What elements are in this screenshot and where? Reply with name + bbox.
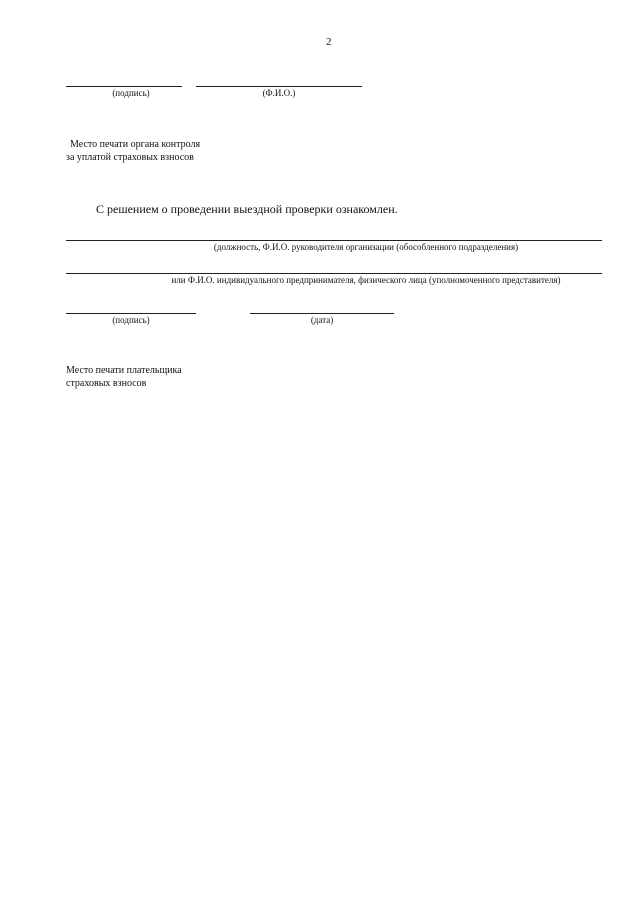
signature-caption: (подпись) [112, 88, 150, 98]
payer-stamp-line1: Место печати плательщика [66, 365, 182, 376]
payer-stamp-line2: страховых взносов [66, 378, 147, 389]
entrepreneur-caption: или Ф.И.О. индивидуального предпринимателя, физического лица (уполномоченного представителя) [171, 275, 561, 285]
signature-line [66, 86, 182, 87]
date-line [250, 313, 394, 314]
date-caption: (дата) [310, 315, 334, 325]
head-name-line [66, 240, 602, 241]
payer-signature-line [66, 313, 196, 314]
name-caption: (Ф.И.О.) [262, 88, 296, 98]
acknowledgement-text: С решением о проведении выездной проверки ознакомлен. [96, 202, 398, 216]
entrepreneur-name-line [66, 273, 602, 274]
control-body-stamp-line2: за уплатой страховых взносов [66, 152, 194, 163]
head-caption: (должность, Ф.И.О. руководителя организации (обособленного подразделения) [213, 242, 519, 252]
payer-signature-caption: (подпись) [112, 315, 150, 325]
control-body-stamp-line1: Место печати органа контроля [70, 139, 201, 150]
name-line [196, 86, 362, 87]
page-number: 2 [326, 36, 332, 48]
